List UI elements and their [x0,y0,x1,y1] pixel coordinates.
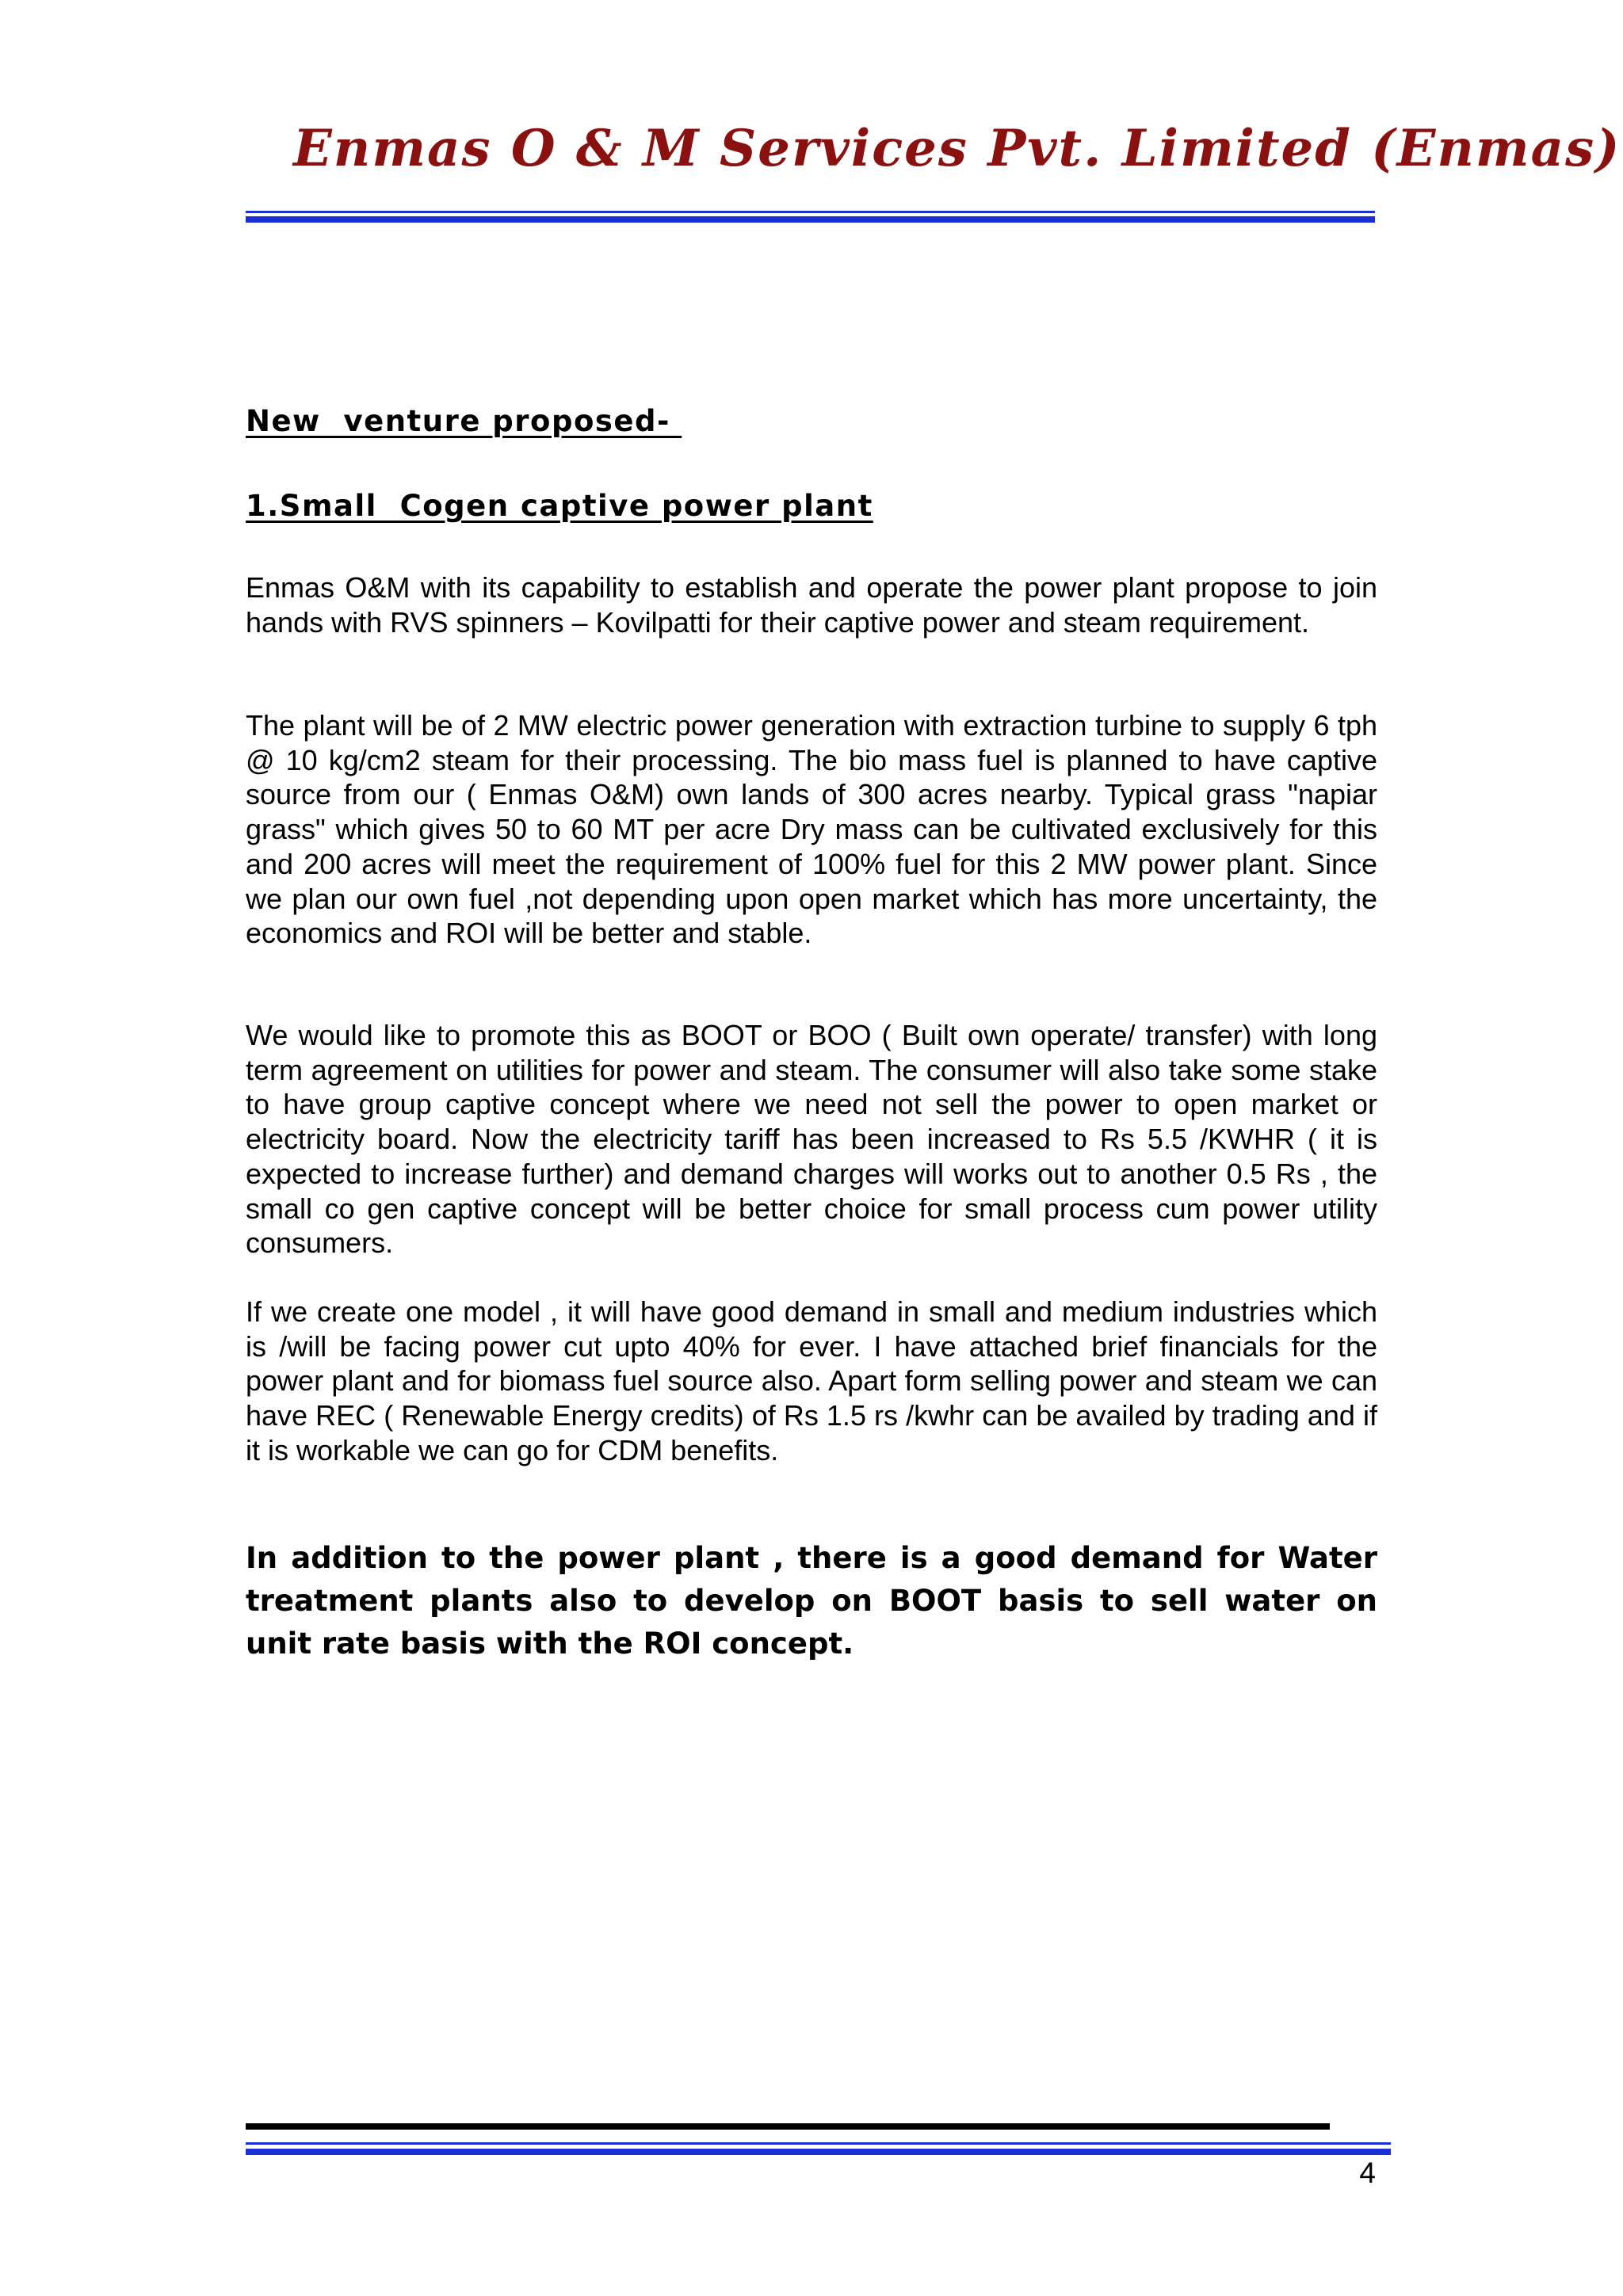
footer-rule-thin [246,2142,1391,2145]
page-number: 4 [1359,2157,1376,2189]
paragraph-demand-benefits: If we create one model , it will have good demand in small and medium industries which is /will be facing power cut upto 40% for ever. I have attached brief financials for the power plant and for biomass fuel source also. Apart form selling power and steam we can have REC ( Renewable Energy credits) of Rs 1.5 rs /kwhr can be availed by trading and if it is workable we can go for CDM benefits. [246,1295,1377,1466]
header-rule-thin [246,211,1375,213]
company-title: Enmas O & M Services Pvt. Limited (Enmas) [293,119,1621,178]
paragraph-boot-model: We would like to promote this as BOOT or BOO ( Built own operate/ transfer) with long term agreement on utilities for power and steam. The consumer will also take some stake to have group captive concept where we need not sell the power to open market or electricity board. Now the electricity tariff has been increased to Rs 5.5 /KWHR ( it is expected to increase further) and demand charges will works out to another 0.5 Rs , the small co gen captive concept will be better choice for small process cum power utility consumers. [246,1019,1377,1260]
header-rule-thick [246,216,1375,223]
paragraph-water-treatment: In addition to the power plant , there is a good demand for Water treatment plants also to develop on BOOT basis to sell water on unit rate basis with the ROI concept. [246,1541,1377,1661]
paragraph-intro: Enmas O&M with its capability to establish and operate the power plant propose to join hands with RVS spinners – Kovilpatti for their captive power and steam requirement. [246,571,1377,639]
heading-cogen-plant: 1.Small Cogen captive power plant [246,489,873,523]
footer-rule-black [246,2123,1330,2130]
footer-rule-thick [246,2149,1391,2155]
paragraph-plant-details: The plant will be of 2 MW electric power generation with extraction turbine to supply 6 tph @ 10 kg/cm2 steam for their processing. The bio mass fuel is planned to have captive source from our ( Enmas O&M) own lands of 300 acres nearby. Typical grass "napiar grass" which gives 50 to 60 MT per acre Dry mass can be cultivated exclusively for this and 200 acres will meet the requirement of 100% fuel for this 2 MW power plant. Since we plan our own fuel ,not depending upon open market which has more uncertainty, the economics and ROI will be better and stable. [246,709,1377,950]
heading-new-venture: New venture proposed- [246,404,682,438]
